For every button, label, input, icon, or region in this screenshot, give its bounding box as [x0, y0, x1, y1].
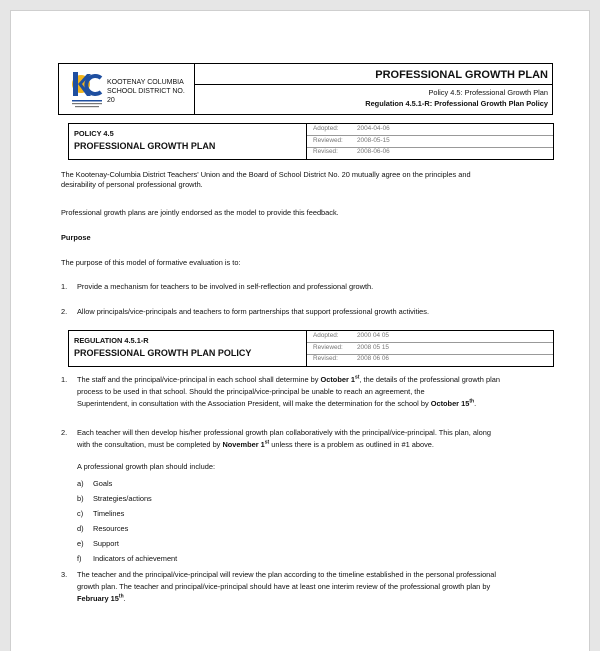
text-run: with the consultation, must be completed by	[77, 440, 223, 449]
text-run: .	[123, 594, 126, 603]
regulation-item-line: process to be used in that school. Should the principal/vice-principal be unable to reach an agreement, the	[77, 387, 425, 396]
date-label: Adopted:	[313, 332, 339, 339]
intro-line: desirability of personal professional growth.	[61, 180, 203, 189]
date-value: 2008 05 15	[357, 343, 389, 351]
date-value: 2008 06 06	[357, 355, 389, 362]
regulation-revised-row	[307, 354, 553, 365]
regulation-adopted-row	[307, 331, 553, 343]
regulation-item-number: 1.	[61, 375, 68, 384]
document-page	[10, 10, 590, 651]
regulation-item-line: growth plan. The teacher and principal/vice-principal should have at least one interim review of the professional growth plan by	[77, 582, 491, 591]
policy-reviewed-row	[307, 136, 553, 148]
regulation-item-line	[77, 594, 557, 604]
regulation-item-line: Each teacher will then develop his/her professional growth plan collaboratively with the principal/vice-principal. This plan, along	[77, 428, 491, 437]
policy-adopted-row	[307, 124, 553, 136]
regulation-box	[68, 330, 554, 367]
list-letter: c)	[77, 509, 84, 518]
regulation-item-number: 2.	[61, 428, 68, 437]
purpose-intro: The purpose of this model of formative evaluation is to:	[61, 258, 241, 267]
date-suffix: st	[354, 374, 360, 381]
regulation-item-2	[77, 428, 557, 450]
district-name	[107, 78, 194, 105]
text-run: Superintendent, in consultation with the Association President, will make the determination for the school by	[77, 399, 431, 408]
date-label: Reviewed:	[313, 343, 343, 351]
date-value: 2008-05-15	[357, 136, 390, 144]
policy-title: PROFESSIONAL GROWTH PLAN	[74, 141, 216, 151]
include-list	[77, 479, 177, 569]
regulation-item-line	[77, 440, 557, 450]
date-label: Reviewed:	[313, 136, 343, 144]
date-value: 2000 04 05	[357, 332, 389, 339]
header-regulation-label: Regulation 4.5.1-R:	[365, 99, 433, 108]
text-run: unless there is a problem as outlined in #1 above.	[269, 440, 434, 449]
header-policy-name: Professional Growth Plan	[464, 88, 548, 97]
policy-code: POLICY 4.5	[74, 129, 114, 138]
deadline-date: February 15	[77, 594, 119, 603]
header-title: PROFESSIONAL GROWTH PLAN	[375, 69, 548, 81]
header-titles	[194, 64, 552, 114]
district-name-line1: KOOTENAY COLUMBIA	[107, 79, 184, 86]
list-letter: b)	[77, 494, 84, 503]
endorsement-paragraph: Professional growth plans are jointly endorsed as the model to provide this feedback.	[61, 208, 339, 217]
intro-line: The Kootenay-Columbia District Teachers' Union and the Board of School District No. 20 mutually agree on the principles and	[61, 170, 471, 179]
policy-box-heading	[69, 124, 306, 159]
deadline-date: November 1	[222, 440, 265, 449]
text-run: , the details of the professional growth plan	[359, 375, 500, 384]
policy-box	[68, 123, 554, 160]
document-header	[58, 63, 553, 115]
list-item	[77, 524, 177, 539]
deadline-date: October 15	[430, 399, 470, 408]
list-text: Timelines	[93, 509, 125, 518]
date-label: Revised:	[313, 148, 338, 155]
regulation-dates	[306, 331, 553, 366]
header-divider	[195, 84, 552, 85]
district-name-line2: SCHOOL DISTRICT NO. 20	[107, 88, 185, 104]
list-item	[77, 554, 177, 569]
policy-revised-row	[307, 147, 553, 158]
district-logo-icon	[69, 68, 105, 110]
district-identity	[59, 64, 194, 114]
regulation-box-heading	[69, 331, 306, 366]
date-suffix: th	[118, 593, 124, 600]
list-item	[77, 479, 177, 494]
regulation-reviewed-row	[307, 343, 553, 355]
purpose-item-number: 1.	[61, 282, 68, 291]
purpose-item-text: Provide a mechanism for teachers to be involved in self-reflection and professional growth.	[77, 282, 374, 291]
regulation-item-line: The teacher and the principal/vice-principal will review the plan according to the timeline established in the personal professional	[77, 570, 497, 579]
list-text: Support	[93, 539, 119, 548]
date-value: 2008-06-06	[357, 148, 390, 155]
purpose-item-text: Allow principals/vice-principals and teachers to form partnerships that support professional growth activities.	[77, 307, 430, 316]
regulation-title: PROFESSIONAL GROWTH PLAN POLICY	[74, 348, 252, 358]
list-letter: a)	[77, 479, 84, 488]
intro-paragraph	[61, 170, 561, 190]
date-value: 2004-04-06	[357, 125, 390, 132]
deadline-date: October 1	[320, 375, 355, 384]
regulation-item-line	[77, 399, 557, 409]
list-text: Strategies/actions	[93, 494, 152, 503]
regulation-item-number: 3.	[61, 570, 68, 579]
date-suffix: th	[469, 398, 475, 405]
header-regulation-name: Professional Growth Plan Policy	[434, 99, 548, 108]
header-regulation-line	[365, 99, 548, 108]
regulation-item-1	[77, 375, 557, 409]
purpose-heading: Purpose	[61, 233, 91, 242]
policy-dates	[306, 124, 553, 159]
regulation-item-line	[77, 375, 557, 385]
list-item	[77, 509, 177, 524]
header-policy-label: Policy 4.5:	[428, 88, 463, 97]
list-letter: f)	[77, 554, 82, 563]
list-text: Goals	[93, 479, 113, 488]
text-run: .	[474, 399, 477, 408]
date-label: Adopted:	[313, 125, 339, 132]
date-suffix: st	[264, 439, 270, 446]
header-policy-line	[428, 88, 548, 97]
date-label: Revised:	[313, 355, 338, 362]
text-run: The staff and the principal/vice-principal in each school shall determine by	[77, 375, 321, 384]
regulation-code: REGULATION 4.5.1-R	[74, 336, 149, 345]
list-item	[77, 494, 177, 509]
list-letter: e)	[77, 539, 84, 548]
list-text: Indicators of achievement	[93, 554, 178, 563]
purpose-item-number: 2.	[61, 307, 68, 316]
list-text: Resources	[93, 524, 129, 533]
list-letter: d)	[77, 524, 84, 533]
regulation-item-3	[77, 570, 557, 604]
list-item	[77, 539, 177, 554]
include-intro: A professional growth plan should include:	[77, 462, 216, 471]
